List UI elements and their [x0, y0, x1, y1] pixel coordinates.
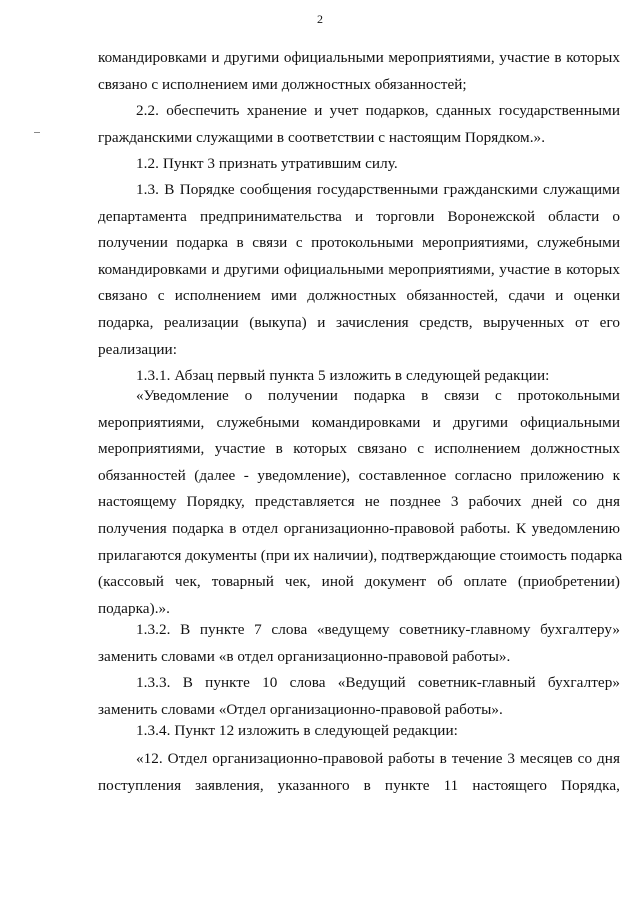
paragraph-quote-notification	[98, 383, 623, 622]
text-line: (кассовый чек, товарный чек, иной документ об оплате (приобретении)	[98, 573, 620, 591]
text-line: гражданскими служащими в соответствии с настоящим Порядком.».	[98, 128, 546, 146]
paragraph-1-3-2	[98, 617, 620, 670]
text-line: департамента предпринимательства и торговли Воронежской области о	[98, 207, 620, 225]
paragraph-continuation	[98, 45, 620, 98]
margin-mark	[34, 132, 40, 133]
text-line: 1.3. В Порядке сообщения государственными гражданскими служащими	[136, 181, 620, 198]
text-line: 1.3.4. Пункт 12 изложить в следующей редакции:	[136, 722, 458, 739]
text-line: «12. Отдел организационно-правовой работы в течение 3 месяцев со дня	[136, 750, 620, 767]
text-line: получении подарка в связи с протокольными мероприятиями, служебными	[98, 234, 620, 252]
text-line: связано с исполнением ими должностных обязанностей, сдачи и оценки	[98, 287, 620, 305]
text-line: подарка, реализации (выкупа) и зачисления средств, вырученных от его	[98, 313, 620, 331]
text-line: обязанностей (далее - уведомление), составленное согласно приложению к	[98, 466, 620, 484]
paragraph-quote-12	[98, 746, 620, 799]
paragraph-2-2	[98, 98, 620, 151]
paragraph-1-3-4	[98, 718, 620, 745]
paragraph-1-3	[98, 177, 620, 363]
text-line: получения подарка в отдел организационно-правовой работы. К уведомлению	[98, 519, 620, 537]
paragraph-1-3-3	[98, 670, 620, 723]
text-line: связано с исполнением ими должностных обязанностей;	[98, 75, 467, 93]
text-line: 1.3.3. В пункте 10 слова «Ведущий советник-главный бухгалтер»	[136, 674, 620, 691]
text-line: 2.2. обеспечить хранение и учет подарков, сданных государственными	[136, 102, 620, 119]
text-line: прилагаются документы (при их наличии), подтверждающие стоимость подарка	[98, 546, 623, 564]
text-line: «Уведомление о получении подарка в связи с протокольными	[136, 387, 620, 404]
text-line: заменить словами «Отдел организационно-правовой работы».	[98, 700, 503, 718]
text-line: мероприятиями, служебными командировками и другими официальными	[98, 413, 620, 431]
text-line: настоящему Порядку, представляется не позднее 3 рабочих дней со дня	[98, 493, 620, 511]
text-line: командировками и другими официальными мероприятиями, участие в которых	[98, 49, 620, 66]
text-line: 1.3.1. Абзац первый пункта 5 изложить в следующей редакции:	[136, 367, 550, 384]
text-line: 1.3.2. В пункте 7 слова «ведущему советнику-главному бухгалтеру»	[136, 621, 620, 638]
text-line: 1.2. Пункт 3 признать утратившим силу.	[136, 155, 398, 172]
text-line: подарка).».	[98, 599, 171, 617]
text-line: реализации:	[98, 340, 177, 358]
text-line: мероприятиями, участие в которых связано с исполнением должностных	[98, 440, 620, 458]
paragraph-1-2	[98, 151, 620, 178]
text-line: поступления заявления, указанного в пункте 11 настоящего Порядка,	[98, 776, 620, 794]
text-line: командировками и другими официальными мероприятиями, участие в которых	[98, 260, 620, 278]
page-number: 2	[317, 12, 323, 26]
text-line: заменить словами «в отдел организационно-правовой работы».	[98, 647, 511, 665]
